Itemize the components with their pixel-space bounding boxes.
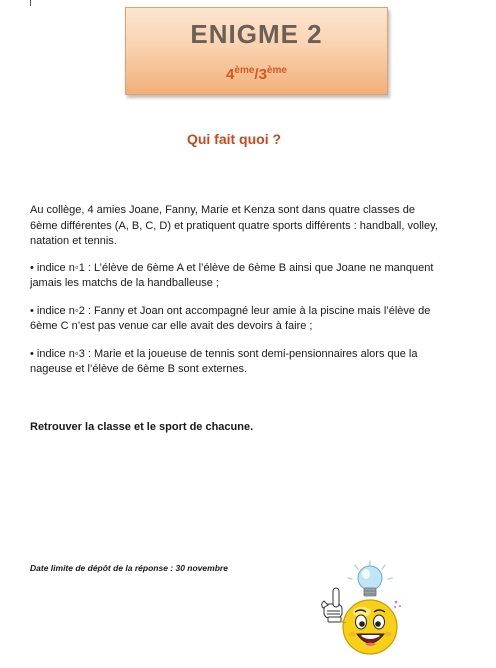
intro-paragraph: Au collège, 4 amies Joane, Fanny, Marie et Kenza sont dans quatre classes de 6ème différentes (A, B, C, D) et pratiquent quatre sports différents : handball, volley, natation et tennis. bbox=[30, 204, 438, 247]
task-instruction: Retrouver la classe et le sport de chacune. bbox=[30, 421, 254, 433]
page-title: ENIGME 2 bbox=[190, 19, 323, 49]
page-corner-mark bbox=[30, 0, 31, 6]
grade-level-sup-2: ème bbox=[266, 65, 287, 76]
grade-level-sup-1: ème bbox=[234, 65, 255, 76]
clue-3: • indice n◦3 : Marie et la joueuse de tennis sont demi-pensionnaires alors que la nageuse et l’élève de 6ème B sont externes. bbox=[30, 347, 418, 375]
clue-1: • indice n◦1 : L’élève de 6ème A et l’élève de 6ème B ainsi que Joane ne manquent jamais les matchs de la handballeuse ; bbox=[30, 261, 434, 289]
clue-2: • indice n◦2 : Fanny et Joan ont accompagné leur amie à la piscine mais l’élève de 6ème C n’est pas venue car elle avait des devoirs à faire ; bbox=[30, 304, 431, 332]
puzzle-body bbox=[30, 203, 440, 390]
puzzle-subtitle: Qui fait quoi ? bbox=[186, 131, 282, 147]
grade-level-slash: /3 bbox=[254, 66, 267, 83]
grade-level-main: 4 bbox=[226, 66, 235, 83]
title-box bbox=[125, 7, 388, 95]
deadline-note: Date limite de dépôt de la réponse : 30 novembre bbox=[30, 563, 228, 573]
smiley-lightbulb-icon bbox=[318, 560, 410, 660]
grade-level bbox=[126, 66, 387, 83]
